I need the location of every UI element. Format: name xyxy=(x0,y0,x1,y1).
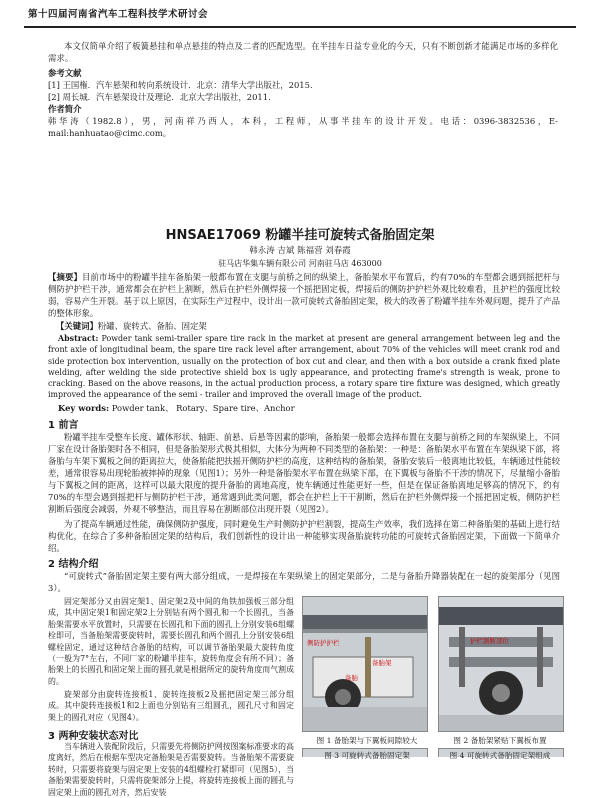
abstract-en-text: Powder tank semi-trailer spare tire rack in the market at present are general arrangement between leg and the front axle of longitudinal beam, the spare tire rack level after arrangement, about 70% of the vehicles will meet crank rod and side protection box intervention, usually on the protection of box cut and clear, and then with a box outside a crank fixed plate welding, after welding the side protective shield box is ugly appearance, and protecting frame's strength is weak, prone to cracking. Based on the above reasons, in the actual production process, a rotary spare tire fixture was designed, which greatly improved the appearance of the semi - trailer and improved the overall image of the product. xyxy=(48,334,561,400)
section-3-para-1: 当车辆进入装配阶段后，只需要先将侧防护网按图案标准要求的高度离好，然后在根据车型决定备胎架是否需要旋转。当备胎架不需要旋转时，只需要将旋架与固定架上安装的4组螺栓打紧即可（见图5），当备胎架需要旋转时，只需将旋架部分上提，将旋转连接板上面的圆孔与固定架上面的圆孔对齐，然后安装 xyxy=(48,742,294,797)
figure-1-label-tire: 备胎 xyxy=(345,674,358,682)
author-bio-heading: 作者简介 xyxy=(48,104,82,114)
figure-1-caption: 图 1 备胎架与下翼板间隙较大 xyxy=(316,736,418,745)
abstract-cn-text: 目前市场中的粉罐半挂车备胎架一般都布置在支腿与前桥之间的纵梁上，备胎架水平布置后，约有70%的车型都会遇到摇把杆与侧防护护栏干涉，通常都会在护栏上割断，然后在护栏外侧焊接一个摇把固定板，焊接后的侧防护护栏外观比较难看，且护栏的强度比较弱，容易产生开裂。基于以上原因，在实际生产过程中，设计出一款可旋转式备胎固定架，极大的改善了粉罐半挂车外观问题，提升了产品的整体形象。 xyxy=(48,272,560,318)
abstract-cn xyxy=(48,271,560,319)
running-head: 第十四届河南省汽车工程科技学术研讨会 xyxy=(28,9,209,20)
figure-1 xyxy=(302,596,428,732)
section-3-title: 3 两种安装状态对比 xyxy=(48,731,139,742)
section-2-title: 2 结构介绍 xyxy=(48,559,99,570)
article-affiliation: 驻马店华集车辆有限公司 河南驻马店 463000 xyxy=(218,259,382,268)
references-heading: 参考文献 xyxy=(48,68,82,78)
keywords-cn xyxy=(56,320,556,332)
article-title: HNSAE17069 粉罐半挂可旋转式备胎固定架 xyxy=(165,228,435,243)
figure-1-label-guardrail: 侧防护护栏 xyxy=(307,639,340,647)
header-rule xyxy=(24,26,576,28)
figure-2-caption: 图 2 备胎架紧贴下翼板布置 xyxy=(453,736,547,745)
abstract-cn-label: 【摘要】 xyxy=(48,272,83,282)
keywords-cn-text: 粉罐、旋转式、备胎、固定架 xyxy=(97,321,207,331)
figure-2-label-cut: 护栏割断部位 xyxy=(470,637,509,645)
abstract-en-label: Abstract: xyxy=(58,334,99,343)
section-2-para-2: 固定架部分又由固定架1、固定架2及中间的角铁加强板三部分组成，其中固定架1和固定架2上分别钻有两个圆孔和一个长圆孔，当备胎架需要水平放置时，只需要在长圆孔和下面的圆孔上分别安装6组螺栓即可，当备胎架需要旋转时，需要长圆孔和两个圆孔上分别安装6组螺栓固定，通过这种结合备胎的结构，可以调节备胎架最大旋转角度（一般为7°左右，不同厂家的粉罐半挂车，旋转角度会有所不同）；备胎架上的长圆孔和固定架上面的圆孔就是根据所定的旋转角度而气割成的。 xyxy=(48,597,294,686)
keywords-en-label: Key words: xyxy=(58,403,110,413)
section-1-para-2: 为了提高车辆通过性能，确保侧防护强度，同时避免生产时侧防护护栏割裂，提高生产效率，我们选择在第二种备胎架的基础上进行结构优化，在综合了多种备胎固定架的结构后，我们创新性的设计出一种能够实现备胎旋转功能的可旋转式备胎固定架，下面做一下简单介绍。 xyxy=(48,519,560,553)
section-2-para-1: “可旋转式”备胎固定架主要有两大部分组成，一是焊接在车架纵梁上的固定架部分，二是与备胎升降器装配在一起的旋架部分（见图3）。 xyxy=(48,571,560,593)
figure-2 xyxy=(438,596,564,732)
keywords-en xyxy=(58,402,558,414)
keywords-en-text: Powder tank、 Rotary、Spare tire、Anchor xyxy=(111,403,295,413)
figure-3-caption: 图 3 可旋转式备胎固定架 xyxy=(324,751,410,760)
abstract-en xyxy=(48,333,560,401)
article-authors: 韩永涛 吉斌 陈福营 刘春霞 xyxy=(249,246,351,256)
reference-1: [1] 王国権．汽车悬架和转向系统设计．北京：清华大学出版社，2015． xyxy=(48,80,319,90)
keywords-cn-label: 【关键词】 xyxy=(56,321,98,331)
prev-article-tail: 本文仅简单介绍了板簧悬挂和单点悬挂的特点及二者的匹配选型。在半挂车日益专业化的今天，只有不断创新才能满足市场的多样化需求。 xyxy=(48,41,558,63)
section-2-para-3: 旋架部分由旋转连接板1、旋转连接板2及摇把固定架三部分组成。其中旋转连接板1和2上面也分别钻有三组圆孔，圆孔尺寸和固定架上的圆孔对应（见图4）。 xyxy=(48,690,294,722)
author-bio: 韩华涛（1982.8），男，河南祥乃西人，本科，工程师，从事半挂车的设计开发。电话：0396-3832536，E-mail:hanhuatao@cimc.com。 xyxy=(48,116,558,138)
figure-1-label-rack: 备胎架 xyxy=(372,659,392,667)
reference-2: [2] 周长城．汽车悬架设计及理论．北京大学出版社，2011． xyxy=(48,92,277,102)
figure-4-caption: 图 4 可旋转式备胎固定架组成 xyxy=(449,751,551,760)
section-1-para-1: 粉罐半挂车受整车长度、罐体形状、轴距、前悬、后悬等因素的影响，备胎架一般都会选择布置在支腿与前桥之间的车架纵梁上，不同厂家在设计备胎架时各不相同，但是备胎架形式极其相似，大体分为两种不同类型的备胎架：一种是：备胎架水平布置在车架纵梁下部，将备胎与车架下翼板之间的距离拉大，使备胎能把扶摇开侧防护栏的高度，这种结构的备胎架，备胎安装后一般离地比较低，车辆通过性能较差，通常很容易出现轮胎被摔掉的现象（见图1）；另外一种是备胎架水平布置在纵梁下部，在下翼板与备胎不干涉的情况下，尽量缩小备胎与下翼板之间的距离，这样可以最大限度的提升备胎的离地高度，使车辆通过性能更好一些，但是在保证备胎离地足够高的情况下，约有70%的车型会遇到摇把杆与侧防护栏干涉，通常遇到此类问题，都会在护栏上干干割断，然后在护栏外侧焊接一个摇把固定板，侧防护栏割断后强度会减弱，外观不够整洁，而且容易在割断部位出现开裂（见图2）。 xyxy=(48,432,561,514)
section-1-title: 1 前言 xyxy=(48,420,79,431)
